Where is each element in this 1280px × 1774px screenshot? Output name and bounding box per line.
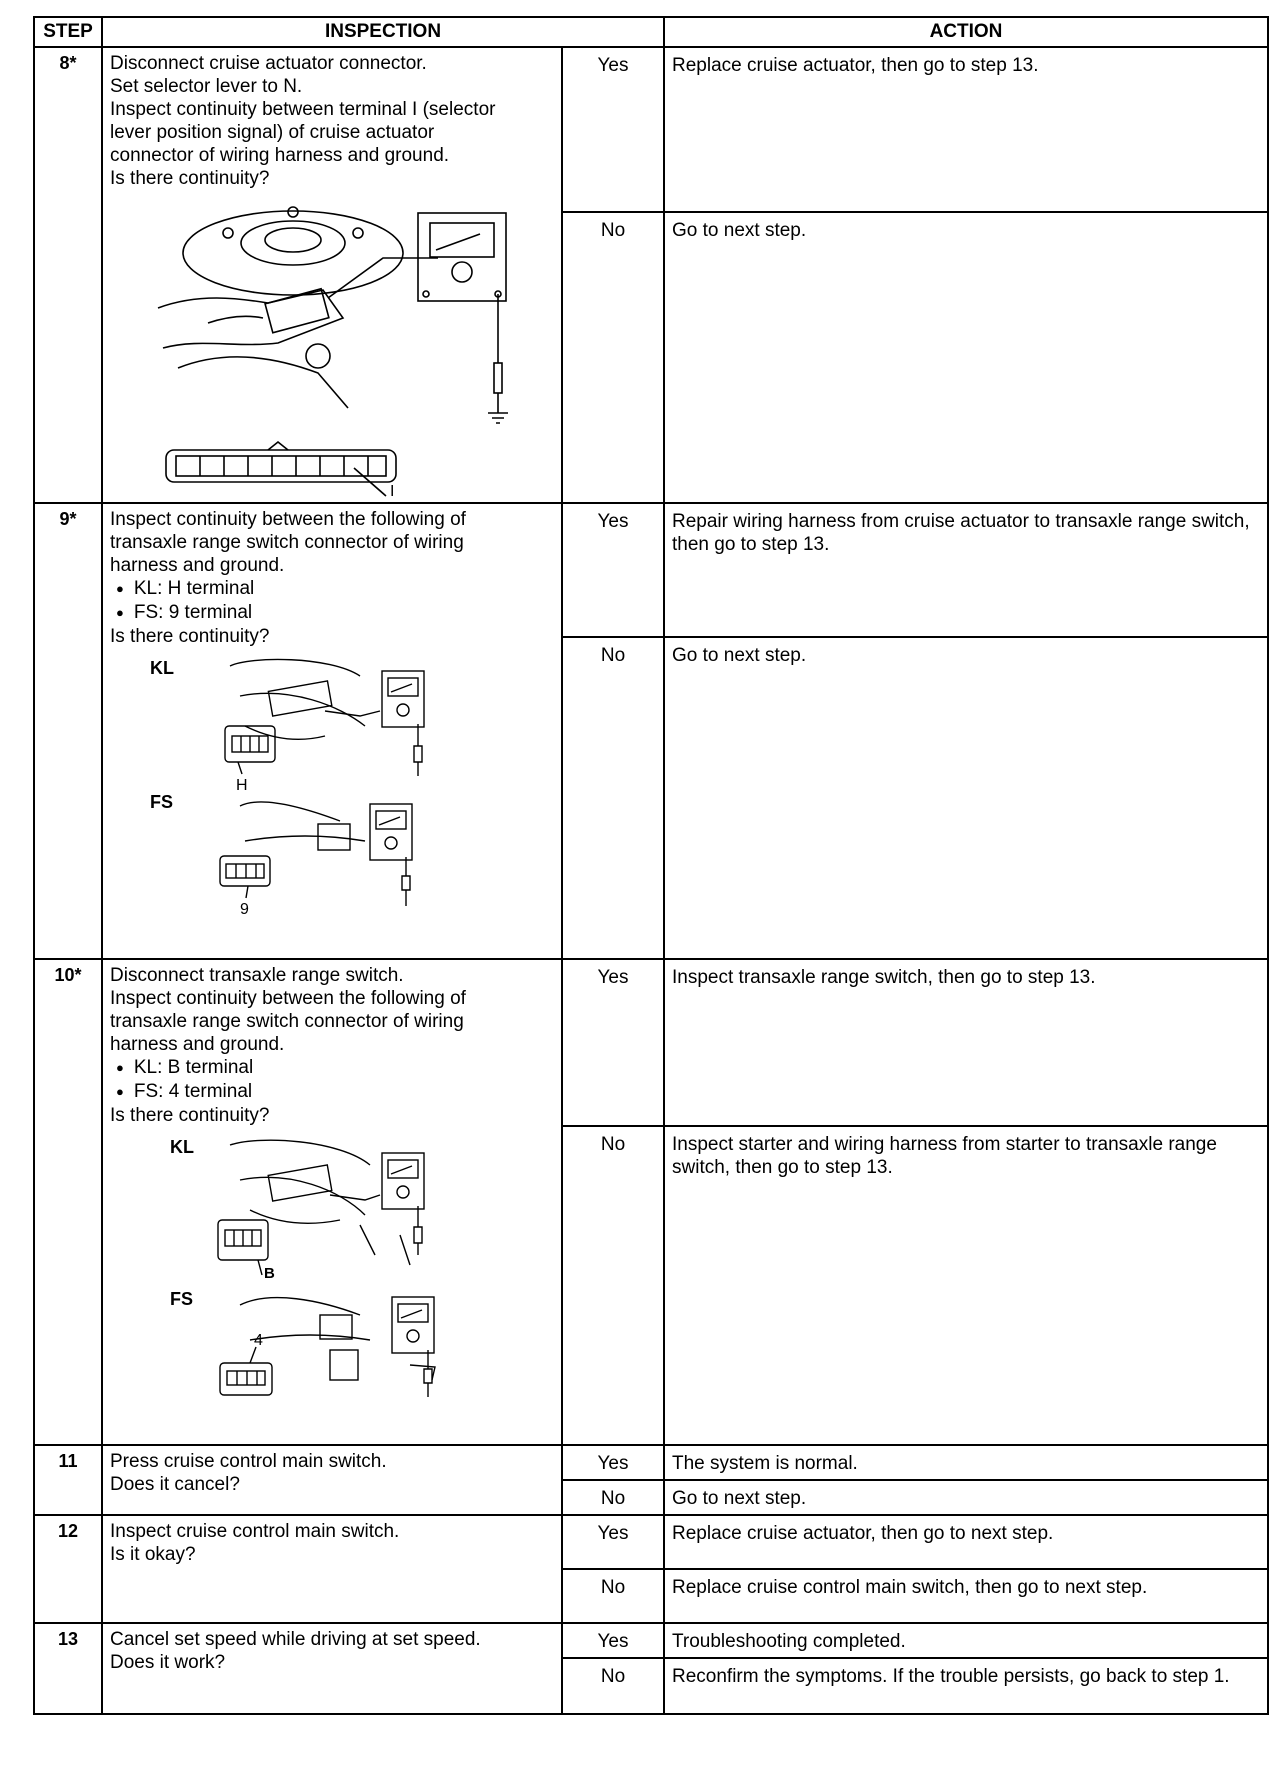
step-8-inspection [102, 47, 562, 503]
inspection-line: Is there continuity? [110, 168, 270, 189]
step-10-yes-row [34, 959, 1268, 1126]
step-10-inspection [102, 959, 562, 1445]
inspection-question: Is there continuity? [110, 1105, 270, 1126]
yes-label: Yes [562, 1445, 664, 1480]
fs-label: FS [150, 792, 174, 812]
kl-fs-continuity-figure [150, 656, 510, 916]
terminal-label: I [390, 483, 395, 498]
bullet-item: ● KL: H terminal [110, 577, 554, 601]
no-action: Go to next step. [664, 637, 1268, 959]
inspection-line: Disconnect transaxle range switch. [110, 965, 404, 986]
header-inspection: INSPECTION [102, 17, 664, 47]
inspection-line: harness and ground. [110, 555, 285, 576]
inspection-line: lever position signal) of cruise actuator [110, 122, 435, 143]
no-label: No [562, 1658, 664, 1714]
no-action: Replace cruise control main switch, then go to next step. [664, 1569, 1268, 1623]
kl-fs-starter-figure [170, 1135, 530, 1410]
terminal-label: B [264, 1265, 275, 1282]
step-number: 10* [34, 959, 102, 1445]
inspection-line: Inspect continuity between terminal I (selector [110, 99, 496, 120]
step-11-inspection [102, 1445, 562, 1515]
actuator-continuity-figure [118, 198, 538, 498]
inspection-line: transaxle range switch connector of wiring [110, 532, 464, 553]
bullet-item: ● FS: 9 terminal [110, 601, 554, 625]
inspection-line: connector of wiring harness and ground. [110, 145, 450, 166]
step-12-yes-row [34, 1515, 1268, 1569]
step-number: 11 [34, 1445, 102, 1515]
header-row [34, 17, 1268, 47]
terminal-label: 9 [240, 901, 249, 916]
step-number: 8* [34, 47, 102, 503]
inspection-line: Press cruise control main switch. [110, 1451, 387, 1472]
inspection-line: Is it okay? [110, 1544, 196, 1565]
inspection-question: Is there continuity? [110, 626, 270, 647]
step-12-inspection [102, 1515, 562, 1623]
step-13-yes-row [34, 1623, 1268, 1658]
inspection-line: harness and ground. [110, 1034, 285, 1055]
bullet-item: ● KL: B terminal [110, 1056, 554, 1080]
step-9-yes-row [34, 503, 1268, 637]
inspection-line: Set selector lever to N. [110, 76, 303, 97]
header-step: STEP [34, 17, 102, 47]
yes-action: Replace cruise actuator, then go to step 13. [664, 47, 1268, 212]
yes-action: Repair wiring harness from cruise actuator to transaxle range switch, then go to step 13. [664, 503, 1268, 637]
no-action: Reconfirm the symptoms. If the trouble persists, go back to step 1. [664, 1658, 1268, 1714]
inspection-line: Inspect continuity between the following of [110, 509, 466, 530]
step-number: 9* [34, 503, 102, 959]
inspection-line: Disconnect cruise actuator connector. [110, 53, 427, 74]
step-8-yes-row [34, 47, 1268, 212]
step-number: 12 [34, 1515, 102, 1623]
no-label: No [562, 1480, 664, 1515]
step-9-inspection [102, 503, 562, 959]
yes-action: Replace cruise actuator, then go to next step. [664, 1515, 1268, 1569]
inspection-line: Inspect continuity between the following of [110, 988, 466, 1009]
yes-action: Inspect transaxle range switch, then go to step 13. [664, 959, 1268, 1126]
inspection-line: Cancel set speed while driving at set speed. [110, 1629, 481, 1650]
yes-action: The system is normal. [664, 1445, 1268, 1480]
header-action: ACTION [664, 17, 1268, 47]
bullet-item: ● FS: 4 terminal [110, 1080, 554, 1104]
fs-label: FS [170, 1289, 194, 1309]
step-11-yes-row [34, 1445, 1268, 1480]
terminal-label: 4 [254, 1332, 263, 1349]
kl-label: KL [170, 1137, 194, 1157]
yes-label: Yes [562, 503, 664, 637]
no-label: No [562, 212, 664, 503]
step-13-inspection [102, 1623, 562, 1714]
step-number: 13 [34, 1623, 102, 1714]
inspection-line: Does it work? [110, 1652, 226, 1673]
yes-label: Yes [562, 959, 664, 1126]
kl-label: KL [150, 658, 174, 678]
yes-label: Yes [562, 1623, 664, 1658]
no-action: Go to next step. [664, 1480, 1268, 1515]
no-action: Go to next step. [664, 212, 1268, 503]
no-label: No [562, 1126, 664, 1445]
no-action: Inspect starter and wiring harness from starter to transaxle range switch, then go to step 13. [664, 1126, 1268, 1445]
terminal-label: H [236, 777, 248, 794]
yes-label: Yes [562, 47, 664, 212]
inspection-line: Inspect cruise control main switch. [110, 1521, 400, 1542]
yes-label: Yes [562, 1515, 664, 1569]
inspection-line: transaxle range switch connector of wiring [110, 1011, 464, 1032]
no-label: No [562, 1569, 664, 1623]
inspection-line: Does it cancel? [110, 1474, 240, 1495]
yes-action: Troubleshooting completed. [664, 1623, 1268, 1658]
troubleshooting-table [33, 16, 1269, 1715]
no-label: No [562, 637, 664, 959]
